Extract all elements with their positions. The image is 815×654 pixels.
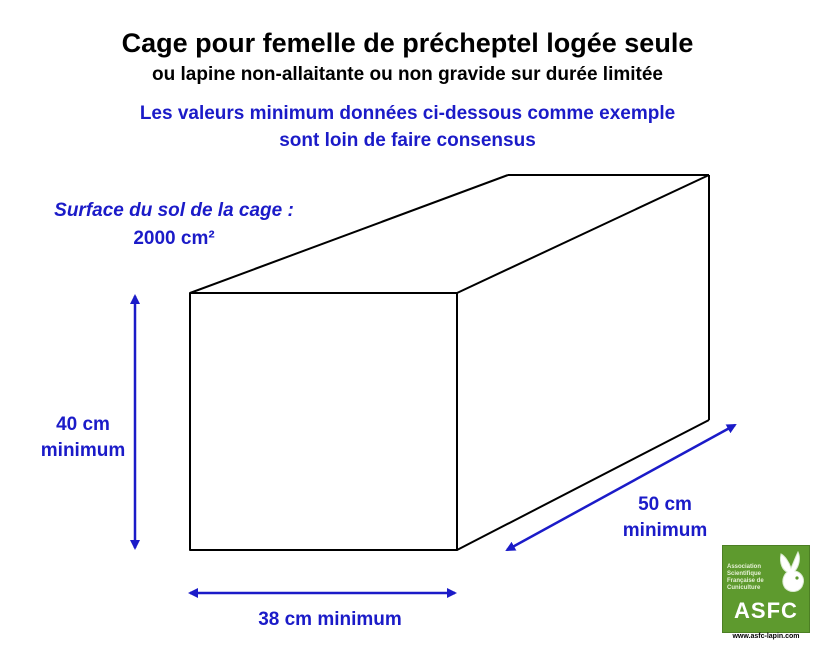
cage-top-left-edge: [190, 175, 508, 293]
depth-label-qualifier: minimum: [622, 520, 708, 541]
asfc-logo-badge: [722, 545, 810, 633]
diagram-subtitle: ou lapine non-allaitante ou non gravide sur durée limitée: [152, 64, 663, 85]
surface-value: 2000 cm²: [133, 228, 215, 249]
height-label-value: 40 cm: [56, 414, 110, 435]
cage-front-face: [190, 293, 457, 550]
width-label: 38 cm minimum: [258, 609, 402, 630]
depth-label-value: 50 cm: [638, 494, 692, 515]
asfc-logo-url: www.asfc-lapin.com: [732, 633, 800, 640]
asfc-association-name: Association Scientifique Française de Cuniculture: [727, 564, 764, 591]
consensus-note-line-2: sont loin de faire consensus: [279, 130, 536, 151]
cage-top-right-edge: [457, 175, 709, 293]
surface-label: Surface du sol de la cage :: [54, 200, 294, 221]
rabbit-icon: [773, 550, 807, 596]
asfc-logo: [722, 545, 810, 647]
diagram-title: Cage pour femelle de précheptel logée seule: [121, 28, 694, 58]
asfc-logo-name: ASFC: [734, 598, 798, 623]
depth-label: [590, 492, 740, 544]
height-label: [18, 412, 148, 464]
height-label-qualifier: minimum: [40, 440, 126, 461]
consensus-note-line-1: Les valeurs minimum données ci-dessous comme exemple: [139, 103, 676, 124]
